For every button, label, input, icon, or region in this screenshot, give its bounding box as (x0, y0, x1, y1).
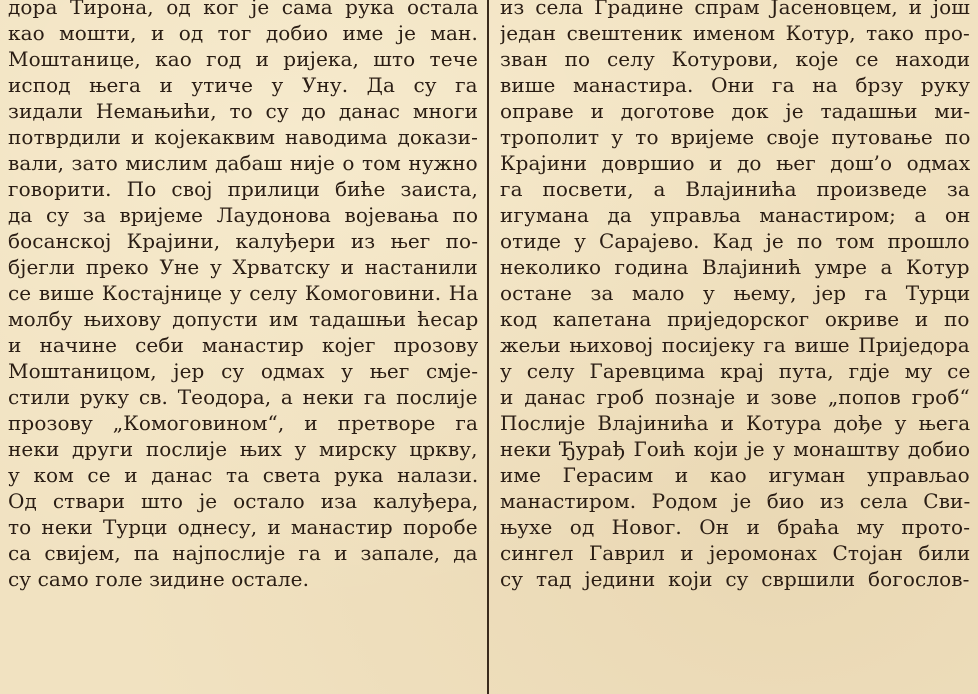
text-line: су само голе зидине остале. (8, 567, 310, 591)
text-line: један свештеник именом Котур, тако про- (500, 21, 970, 45)
text-line: зван по селу Котурови, које се находи (500, 47, 970, 71)
text-line: зидали Немањићи, то су до данас многи (8, 99, 478, 123)
text-line: Послије Влајинића и Котура дође у њега (500, 411, 970, 435)
text-line: манастиром. Родом је био из села Сви- (500, 489, 970, 513)
text-line: Крајини довршио и до њег дош’о одмах (500, 151, 970, 175)
text-line: жељи њиховој посијеку га више Приједора (500, 333, 970, 357)
text-line: Моштаницом, јер су одмах у њег смје- (8, 359, 478, 383)
text-line: молбу њихову допусти им тадашњи ћесар (8, 307, 478, 331)
text-line: неки Ђурађ Гоић који је у монаштву добио (500, 437, 970, 461)
text-line: оправе и доготове док је тадашњи ми- (500, 99, 970, 123)
column-divider (487, 0, 489, 694)
text-line: трополит у то вријеме своје путовање по (500, 125, 970, 149)
text-line: потврдили и којекаквим наводима докази- (8, 125, 478, 149)
text-line: су тад једини који су свршили богослов- (500, 567, 970, 591)
text-line: отиде у Сарајево. Кад је по том прошло (500, 229, 970, 253)
text-line: игумана да управља манастиром; а он (500, 203, 970, 227)
right-text-column (500, 0, 970, 592)
text-line: вали, зато мислим дабаш није о том нужно (8, 151, 478, 175)
text-line: сингел Гаврил и јеромонах Стојан били (500, 541, 970, 565)
text-line: у ком се и данас та света рука налази. (8, 463, 478, 487)
text-line: то неки Турци однесу, и манастир поробе (8, 515, 478, 539)
text-line: више манастира. Они га на брзу руку (500, 73, 970, 97)
text-line: босанској Крајини, калуђери из њег по- (8, 229, 478, 253)
text-line: прозову „Комоговином“, и претворе га (8, 411, 478, 435)
text-line: у селу Гаревцима крај пута, гдје му се (500, 359, 970, 383)
text-line: код капетана приједорског окриве и по (500, 307, 970, 331)
text-line: га посвети, а Влајинића произведе за (500, 177, 970, 201)
text-line: испод њега и утиче у Уну. Да су га (8, 73, 478, 97)
text-line: да су за вријеме Лаудонова војевања по (8, 203, 478, 227)
text-line: Од ствари што је остало иза калуђера, (8, 489, 478, 513)
text-line: као мошти, и од тог добио име је ман. (8, 21, 478, 45)
text-line: њухе од Новог. Он и браћа му прото- (500, 515, 970, 539)
text-line: се више Костајнице у селу Комоговини. На (8, 281, 478, 305)
text-line: са свијем, па најпослије га и запале, да (8, 541, 478, 565)
text-line: стили руку св. Теодора, а неки га послије (8, 385, 478, 409)
text-line: дора Тирона, од ког је сама рука остала (8, 0, 478, 19)
text-line: и начине себи манастир којег прозову (8, 333, 478, 357)
text-line: и данас гроб познаје и зове „попов гроб“ (500, 385, 970, 409)
text-line: из села Градине спрам Јасеновцем, и још (500, 0, 970, 19)
text-line: неки други послије њих у мирску цркву, (8, 437, 478, 461)
text-line: Моштанице, као год и ријека, што тече (8, 47, 478, 71)
left-text-column (8, 0, 478, 592)
text-line: остане за мало у њему, јер га Турци (500, 281, 970, 305)
text-line: име Герасим и као игуман управљао (500, 463, 970, 487)
text-line: бјегли преко Уне у Хрватску и настанили (8, 255, 478, 279)
text-line: говорити. По свој прилици биће заиста, (8, 177, 478, 201)
text-line: неколико година Влајинић умре а Котур (500, 255, 970, 279)
